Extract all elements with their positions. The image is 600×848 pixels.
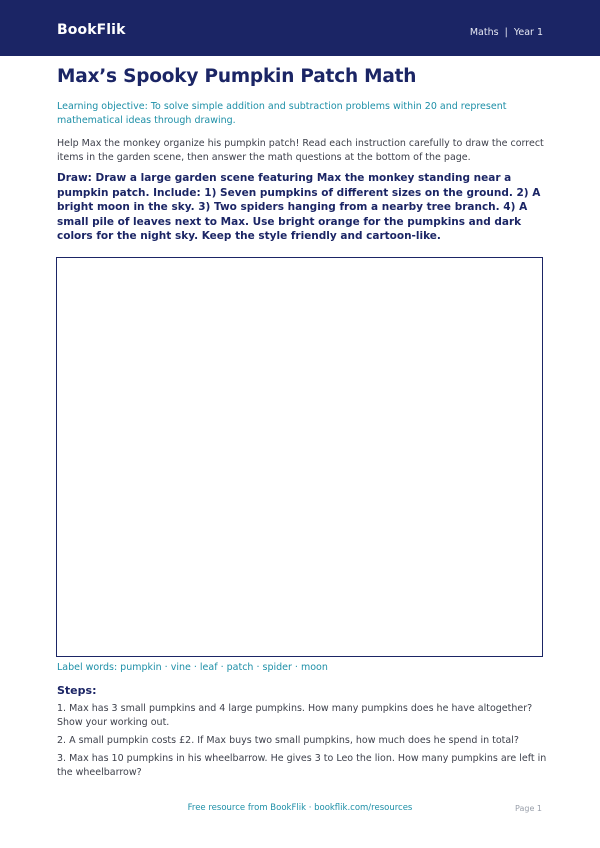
page-number: Page 1 — [515, 804, 542, 813]
drawing-area[interactable] — [56, 257, 543, 657]
draw-instruction: Draw: Draw a large garden scene featuring Max the monkey standing near a pumpkin patch. Include: 1) Seven pumpkins of different sizes on the ground. 2) A bright moon in the sky. 3) Two spiders hanging from a nearby tree branch. 4) A small pile of leaves next to Max. Use bright orange for the pumpkins and dark colors for the night sky. Keep the style friendly and cartoon-like. — [57, 172, 541, 242]
footer-link[interactable]: Free resource from BookFlik · bookflik.com/resources — [187, 803, 413, 813]
brand-logo: BookFlik — [57, 22, 126, 38]
intro-text: Help Max the monkey organize his pumpkin patch! Read each instruction carefully to draw the correct items in the garden scene, then answer the math questions at the bottom of the page. — [57, 138, 544, 163]
steps-list — [57, 702, 547, 784]
page-header — [0, 0, 600, 56]
step-item: 3. Max has 10 pumpkins in his wheelbarrow. He gives 3 to Leo the lion. How many pumpkins are left in the wheelbarrow? — [57, 753, 547, 778]
subject-label: Maths | Year 1 — [469, 27, 543, 38]
step-item: 2. A small pumpkin costs £2. If Max buys two small pumpkins, how much does he spend in total? — [57, 735, 519, 746]
page-title: Max’s Spooky Pumpkin Patch Math — [57, 66, 417, 87]
learning-objective: Learning objective: To solve simple addition and subtraction problems within 20 and represent mathematical ideas through drawing. — [57, 101, 507, 126]
steps-heading: Steps: — [57, 684, 97, 697]
step-item: 1. Max has 3 small pumpkins and 4 large pumpkins. How many pumpkins does he have altogether? Show your working out. — [57, 703, 533, 728]
label-words: Label words: pumpkin · vine · leaf · patch · spider · moon — [57, 662, 328, 673]
